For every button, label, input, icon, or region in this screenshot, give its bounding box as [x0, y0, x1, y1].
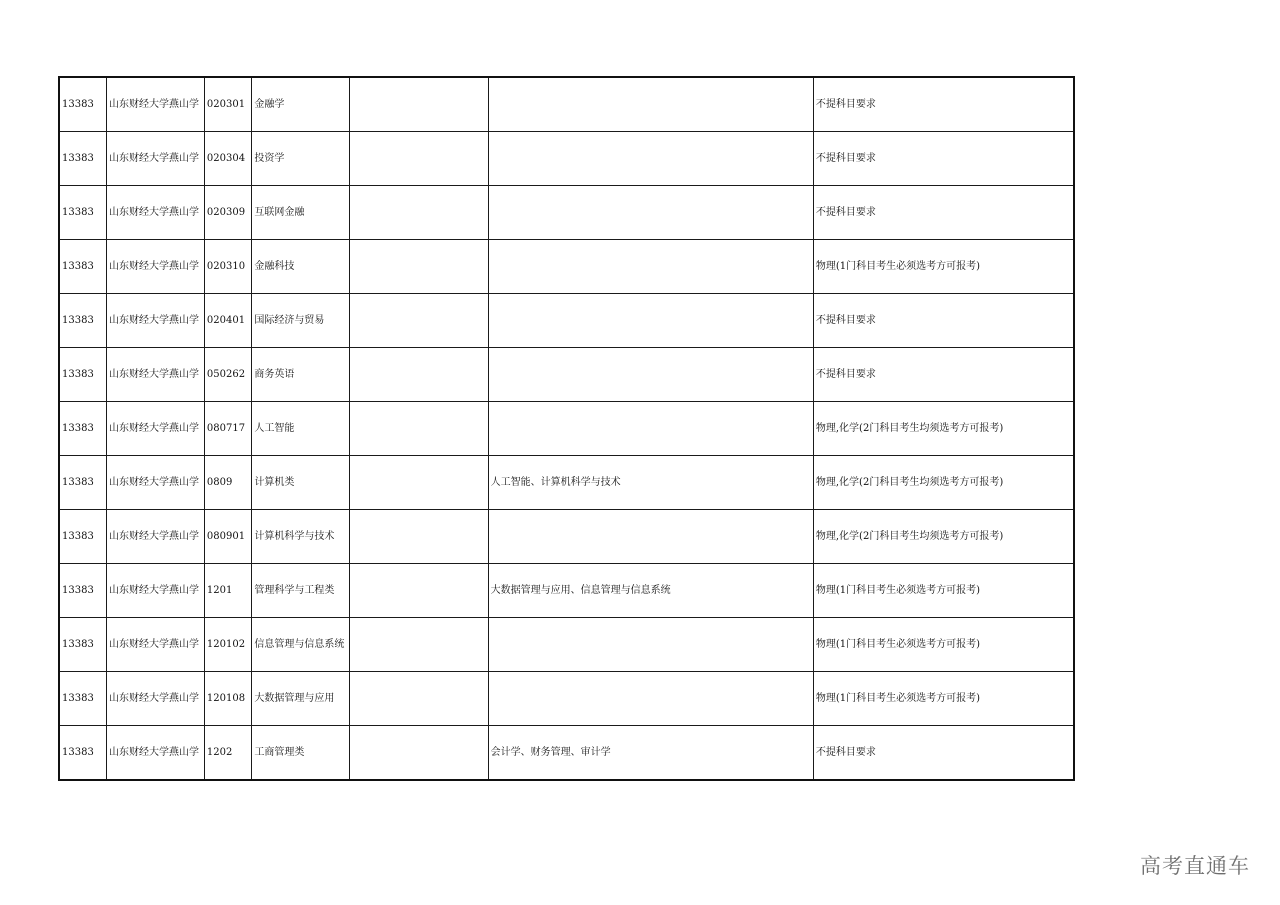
major-name-cell: 投资学: [252, 132, 350, 186]
level-cell: [350, 564, 488, 618]
subject-requirement-cell: 不提科目要求: [813, 726, 1074, 781]
table-body: [59, 77, 1074, 780]
school-code-cell: 13383: [59, 294, 106, 348]
table-row: [59, 77, 1074, 132]
school-name-cell: 山东财经大学燕山学: [106, 456, 204, 510]
school-code-cell: 13383: [59, 510, 106, 564]
subject-requirement-cell: 物理(1门科目考生必须选考方可报考): [813, 618, 1074, 672]
table-row: [59, 186, 1074, 240]
subject-requirements-table: [58, 76, 1075, 781]
subject-requirement-cell: 物理(1门科目考生必须选考方可报考): [813, 672, 1074, 726]
included-majors-cell: [488, 672, 813, 726]
school-name-cell: 山东财经大学燕山学: [106, 186, 204, 240]
subject-requirement-cell: 物理,化学(2门科目考生均须选考方可报考): [813, 510, 1074, 564]
major-code-cell: 120102: [204, 618, 251, 672]
major-name-cell: 国际经济与贸易: [252, 294, 350, 348]
school-code-cell: 13383: [59, 240, 106, 294]
school-code-cell: 13383: [59, 564, 106, 618]
subject-requirement-cell: 不提科目要求: [813, 186, 1074, 240]
level-cell: [350, 294, 488, 348]
school-code-cell: 13383: [59, 132, 106, 186]
school-code-cell: 13383: [59, 726, 106, 781]
major-name-cell: 信息管理与信息系统: [252, 618, 350, 672]
major-name-cell: 商务英语: [252, 348, 350, 402]
school-code-cell: 13383: [59, 456, 106, 510]
school-name-cell: 山东财经大学燕山学: [106, 564, 204, 618]
school-name-cell: 山东财经大学燕山学: [106, 618, 204, 672]
table-row: [59, 240, 1074, 294]
level-cell: [350, 510, 488, 564]
subject-requirement-cell: 不提科目要求: [813, 77, 1074, 132]
major-code-cell: 020310: [204, 240, 251, 294]
subject-requirement-cell: 物理,化学(2门科目考生均须选考方可报考): [813, 402, 1074, 456]
level-cell: [350, 618, 488, 672]
school-code-cell: 13383: [59, 618, 106, 672]
included-majors-cell: [488, 132, 813, 186]
school-name-cell: 山东财经大学燕山学: [106, 240, 204, 294]
included-majors-cell: [488, 294, 813, 348]
table-row: [59, 618, 1074, 672]
level-cell: [350, 402, 488, 456]
major-name-cell: 计算机类: [252, 456, 350, 510]
major-name-cell: 管理科学与工程类: [252, 564, 350, 618]
included-majors-cell: 会计学、财务管理、审计学: [488, 726, 813, 781]
subject-requirement-cell: 不提科目要求: [813, 294, 1074, 348]
school-name-cell: 山东财经大学燕山学: [106, 294, 204, 348]
major-code-cell: 050262: [204, 348, 251, 402]
included-majors-cell: [488, 348, 813, 402]
included-majors-cell: [488, 186, 813, 240]
school-code-cell: 13383: [59, 348, 106, 402]
table-row: [59, 294, 1074, 348]
subject-requirement-cell: 物理(1门科目考生必须选考方可报考): [813, 564, 1074, 618]
major-code-cell: 020301: [204, 77, 251, 132]
subject-requirement-cell: 不提科目要求: [813, 348, 1074, 402]
level-cell: [350, 456, 488, 510]
table-row: [59, 672, 1074, 726]
school-code-cell: 13383: [59, 402, 106, 456]
watermark-text: 高考直通车: [1140, 854, 1250, 878]
included-majors-cell: [488, 240, 813, 294]
table-row: [59, 726, 1074, 781]
included-majors-cell: [488, 402, 813, 456]
level-cell: [350, 186, 488, 240]
included-majors-cell: 人工智能、计算机科学与技术: [488, 456, 813, 510]
major-name-cell: 金融学: [252, 77, 350, 132]
table-row: [59, 456, 1074, 510]
major-name-cell: 大数据管理与应用: [252, 672, 350, 726]
major-name-cell: 金融科技: [252, 240, 350, 294]
school-code-cell: 13383: [59, 186, 106, 240]
major-code-cell: 0809: [204, 456, 251, 510]
school-name-cell: 山东财经大学燕山学: [106, 672, 204, 726]
school-name-cell: 山东财经大学燕山学: [106, 77, 204, 132]
major-code-cell: 120108: [204, 672, 251, 726]
level-cell: [350, 132, 488, 186]
table-row: [59, 132, 1074, 186]
included-majors-cell: [488, 77, 813, 132]
table-row: [59, 402, 1074, 456]
major-name-cell: 计算机科学与技术: [252, 510, 350, 564]
subject-requirement-cell: 物理,化学(2门科目考生均须选考方可报考): [813, 456, 1074, 510]
school-code-cell: 13383: [59, 77, 106, 132]
major-name-cell: 工商管理类: [252, 726, 350, 781]
major-code-cell: 080717: [204, 402, 251, 456]
major-code-cell: 020309: [204, 186, 251, 240]
major-code-cell: 1201: [204, 564, 251, 618]
major-name-cell: 人工智能: [252, 402, 350, 456]
subject-requirement-cell: 不提科目要求: [813, 132, 1074, 186]
major-code-cell: 080901: [204, 510, 251, 564]
included-majors-cell: [488, 618, 813, 672]
major-code-cell: 020304: [204, 132, 251, 186]
included-majors-cell: [488, 510, 813, 564]
level-cell: [350, 240, 488, 294]
level-cell: [350, 726, 488, 781]
school-name-cell: 山东财经大学燕山学: [106, 726, 204, 781]
included-majors-cell: 大数据管理与应用、信息管理与信息系统: [488, 564, 813, 618]
level-cell: [350, 348, 488, 402]
major-name-cell: 互联网金融: [252, 186, 350, 240]
table-row: [59, 510, 1074, 564]
subject-requirement-cell: 物理(1门科目考生必须选考方可报考): [813, 240, 1074, 294]
major-code-cell: 020401: [204, 294, 251, 348]
school-code-cell: 13383: [59, 672, 106, 726]
level-cell: [350, 77, 488, 132]
school-name-cell: 山东财经大学燕山学: [106, 348, 204, 402]
school-name-cell: 山东财经大学燕山学: [106, 132, 204, 186]
major-code-cell: 1202: [204, 726, 251, 781]
school-name-cell: 山东财经大学燕山学: [106, 402, 204, 456]
table-row: [59, 564, 1074, 618]
school-name-cell: 山东财经大学燕山学: [106, 510, 204, 564]
table-row: [59, 348, 1074, 402]
level-cell: [350, 672, 488, 726]
